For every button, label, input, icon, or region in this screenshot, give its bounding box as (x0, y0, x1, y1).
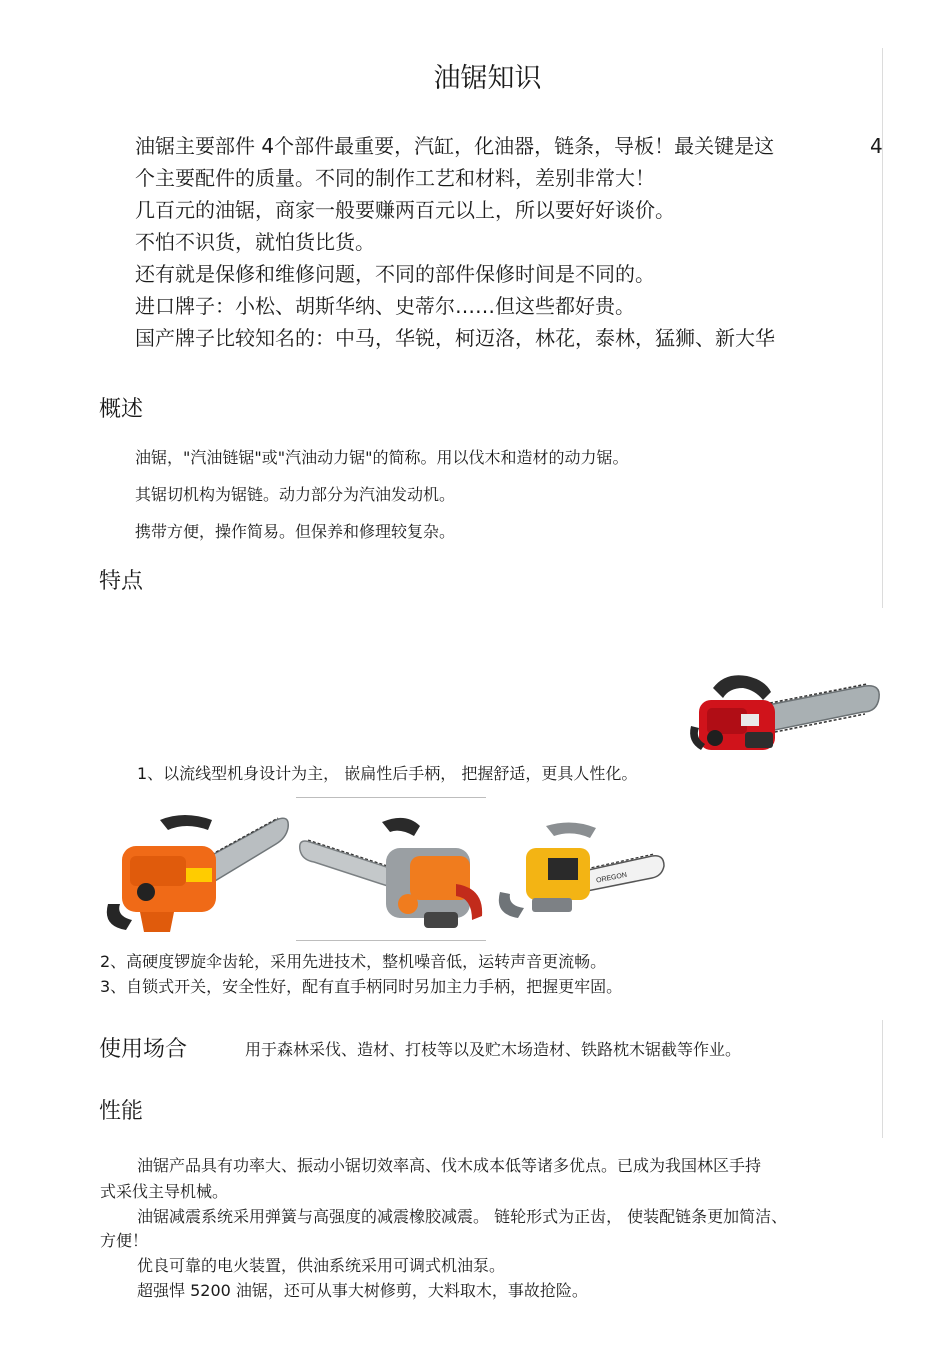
photo-bottom-rule (296, 940, 486, 941)
intro-line-5: 还有就是保修和维修问题，不同的部件保修时间是不同的。 (135, 262, 655, 286)
chainsaw-orange-image (100, 808, 295, 938)
intro-line-3: 几百元的油锯，商家一般要赚两百元以上，所以要好好谈价。 (135, 198, 675, 222)
margin-line-bottom (882, 1020, 883, 1138)
intro-line-1-tail: 4 (870, 134, 883, 158)
performance-heading: 性能 (99, 1099, 144, 1124)
usage-heading: 使用场合 (99, 1037, 188, 1062)
page-title: 油锯知识 (433, 63, 542, 94)
performance-paragraph-4: 超强悍 5200 油锯，还可从事大树修剪，大料取木，事故抢险。 (137, 1281, 588, 1300)
oregon-bar-label: OREGON (595, 871, 628, 885)
feature-2: 2、高硬度锣旋伞齿轮，采用先进技术，整机噪音低，运转声音更流畅。 (100, 952, 607, 971)
performance-paragraph-3: 优良可靠的电火装置，供油系统采用可调式机油泵。 (137, 1256, 506, 1275)
overview-paragraph-1: 油锯，"汽油链锯"或"汽油动力锯"的简称。用以伐木和造材的动力锯。 (135, 448, 629, 467)
feature-1: 1、以流线型机身设计为主， 嵌扁性后手柄， 把握舒适，更具人性化。 (137, 764, 638, 783)
chainsaw-yellow-image (492, 818, 667, 928)
intro-line-1: 油锯主要部件 4个部件最重要，汽缸，化油器，链条，导板！最关键是这 (135, 134, 775, 158)
performance-paragraph-2b: 方便！ (100, 1231, 149, 1250)
overview-heading: 概述 (99, 397, 144, 422)
performance-paragraph-1b: 式采伐主导机械。 (100, 1182, 229, 1201)
intro-line-6: 进口牌子：小松、胡斯华纳、史蒂尔……但这些都好贵。 (135, 294, 635, 318)
features-heading: 特点 (99, 569, 144, 594)
overview-paragraph-2: 其锯切机构为锯链。动力部分为汽油发动机。 (135, 485, 456, 504)
performance-paragraph-2a: 油锯减震系统采用弹簧与高强度的减震橡胶减震。 链轮形式为正齿， 使装配链条更加简洁、 (137, 1207, 788, 1226)
overview-paragraph-3: 携带方便，操作简易。但保养和修理较复杂。 (135, 522, 456, 541)
chainsaw-red-small-image (685, 668, 885, 768)
chainsaw-stihl-image (296, 808, 488, 938)
intro-line-7: 国产牌子比较知名的：中马，华锐，柯迈洛，林花，泰林，猛狮、新大华 (135, 326, 775, 350)
feature-3: 3、自锁式开关，安全性好，配有直手柄同时另加主力手柄，把握更牢固。 (100, 977, 623, 996)
intro-line-4: 不怕不识货，就怕货比货。 (135, 230, 375, 254)
photo-top-rule (296, 797, 486, 798)
intro-line-2: 个主要配件的质量。不同的制作工艺和材料，差别非常大！ (135, 166, 655, 190)
usage-text: 用于森林采伐、造材、打枝等以及贮木场造材、铁路枕木锯截等作业。 (245, 1040, 742, 1059)
performance-paragraph-1a: 油锯产品具有功率大、振动小锯切效率高、伐木成本低等诸多优点。已成为我国林区手持 (137, 1156, 762, 1175)
